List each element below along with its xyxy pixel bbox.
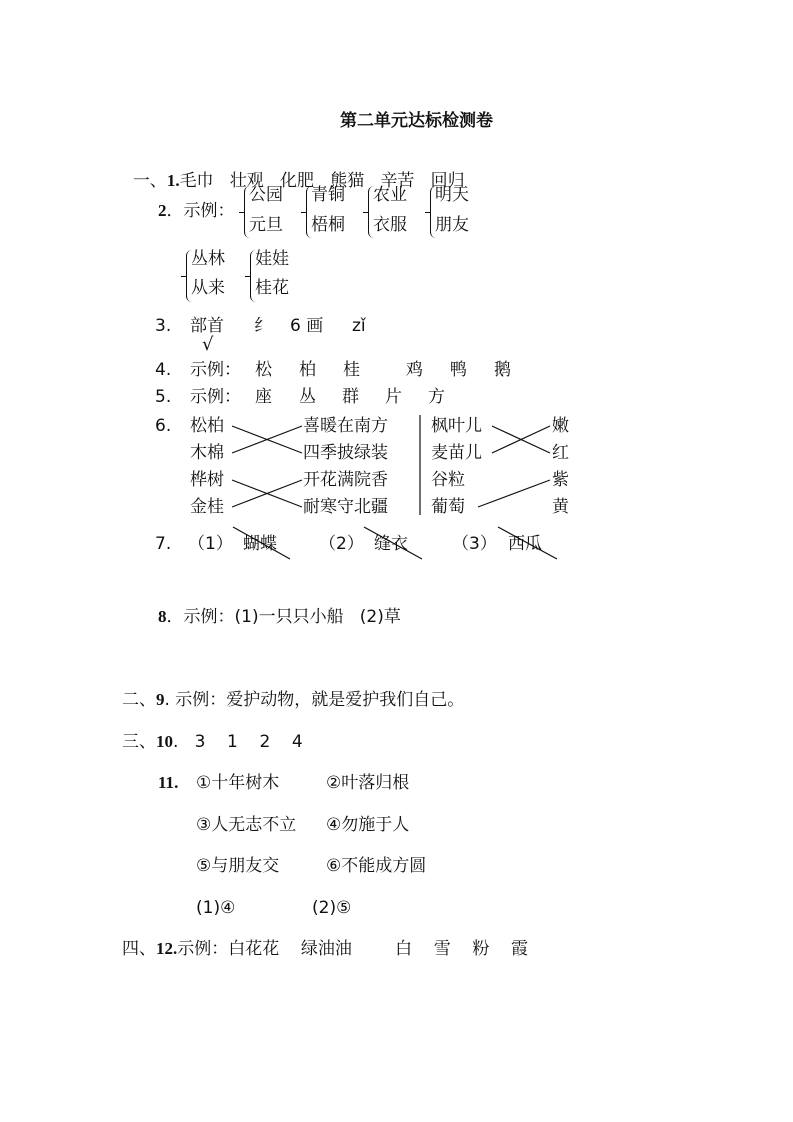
question-number-value: 11 (158, 773, 175, 792)
answer-word: 鸡 (406, 360, 423, 380)
question-number: 12. (156, 939, 178, 958)
question-number: 10 (156, 732, 173, 751)
answer-word: 纟 (254, 316, 271, 336)
question-number: 3. (155, 316, 172, 336)
answer-word: 6 画 (290, 316, 324, 336)
question-number: 9 (156, 690, 165, 709)
question-number: 1. (166, 171, 180, 190)
question-number: 2 (158, 201, 167, 220)
match-item: 开花满院香 (303, 470, 388, 490)
q2-label (158, 200, 235, 222)
example-label: 示例： (190, 360, 241, 380)
answer-word: 部首 (190, 316, 224, 336)
answer-word: 鸭 (450, 360, 467, 380)
match-item: 葡萄 (431, 497, 465, 517)
idiom-part: ①十年树木 (196, 773, 280, 793)
match-item: 桦树 (190, 470, 224, 490)
q8-line (158, 606, 401, 628)
idiom-part: ②叶落归根 (326, 773, 410, 793)
match-item: 喜暖在南方 (303, 416, 388, 436)
idiom-part: ④勿施于人 (326, 815, 410, 835)
idiom-part: ⑥不能成方圆 (326, 856, 427, 876)
question-number: 6. (155, 416, 172, 436)
answer-word: zǐ (352, 316, 366, 336)
match-item: 木棉 (190, 443, 224, 463)
answer-word: 方 (428, 387, 445, 407)
answer-word: 丛 (299, 387, 316, 407)
item-label: （3） (452, 534, 497, 554)
answer-word: 壮观 (229, 171, 264, 191)
match-item: 四季披绿装 (303, 443, 388, 463)
question-number: 8 (158, 607, 167, 626)
answer-word: 化肥 (280, 171, 314, 191)
answer-word: 辛苦 (380, 171, 415, 191)
item-label: （2） (319, 534, 364, 554)
pair-word: 衣服 (373, 215, 407, 235)
match-line (232, 480, 302, 507)
pair-word: 农业 (373, 185, 407, 205)
match-line (492, 426, 550, 453)
answer-text: . 3 1 2 4 (173, 732, 303, 752)
pair-word: 青铜 (311, 185, 345, 205)
match-item: 麦苗儿 (431, 443, 482, 463)
match-line (478, 480, 550, 507)
answer-word: 松 (255, 360, 272, 380)
answer-text: . 示例：爱护动物，就是爱护我们自己。 (164, 690, 465, 710)
answer-word: 座 (255, 387, 272, 407)
answer-word: 熊猫 (330, 171, 365, 191)
answer-word: 回归 (430, 171, 465, 191)
example-label: ．示例： (166, 201, 235, 221)
answer-word: 毛巾 (179, 171, 214, 191)
match-line (492, 426, 550, 453)
question-number: 4. (155, 360, 172, 380)
section-prefix: 四、 (122, 939, 156, 959)
pair-word: 桂花 (255, 278, 289, 298)
answer-text: 示例：白花花 绿油油 白 雪 粉 霞 (177, 939, 528, 959)
match-item: 金桂 (190, 497, 224, 517)
section-prefix: 三、 (122, 732, 156, 752)
question-number: 7. (155, 534, 172, 554)
pair-word: 从来 (191, 278, 225, 298)
answer-word: 群 (342, 387, 359, 407)
match-item: 枫叶儿 (431, 416, 482, 436)
match-item: 紫 (552, 470, 569, 490)
answer-text: (1)一只只小船 (2)草 (234, 607, 401, 627)
question-number: 11. (158, 773, 179, 792)
match-item: 耐寒守北疆 (303, 497, 388, 517)
pair-word: 朋友 (435, 215, 469, 235)
pair-word: 明天 (435, 185, 469, 205)
idiom-part: ③人无志不立 (196, 815, 297, 835)
pair-word: 元旦 (249, 215, 283, 235)
section-prefix: 一、 (132, 171, 167, 191)
answer-word: 桂 (343, 360, 360, 380)
page-title: 第二单元达标检测卷 (340, 111, 493, 131)
answer-word: 片 (385, 387, 402, 407)
struck-word: 西瓜 (508, 534, 542, 554)
example-label: ．示例： (166, 607, 235, 627)
match-item: 黄 (552, 497, 569, 517)
q12-line (122, 938, 528, 960)
q1-line (122, 148, 465, 192)
check-mark: √ (202, 334, 214, 355)
q10-line (122, 731, 303, 753)
match-line (232, 480, 302, 507)
answer-word: 鹅 (494, 360, 511, 380)
sub-answer: (1)④ (196, 898, 236, 918)
q9-line (122, 689, 464, 711)
item-label: （1） (188, 534, 233, 554)
pair-word: 梧桐 (311, 215, 345, 235)
match-item: 松柏 (190, 416, 224, 436)
idiom-part: ⑤与朋友交 (196, 856, 280, 876)
match-item: 嫩 (552, 416, 569, 436)
sub-answer: (2)⑤ (312, 898, 352, 918)
match-item: 谷粒 (431, 470, 465, 490)
answer-word: 柏 (299, 360, 316, 380)
pair-word: 娃娃 (255, 249, 289, 269)
pair-word: 公园 (249, 185, 283, 205)
struck-word: 蝴蝶 (243, 534, 277, 554)
match-line (232, 426, 302, 453)
question-number: 5. (155, 387, 172, 407)
pair-word: 丛林 (191, 249, 225, 269)
struck-word: 缝衣 (374, 534, 408, 554)
match-item: 红 (552, 443, 569, 463)
section-prefix: 二、 (122, 690, 156, 710)
match-line (232, 426, 302, 453)
example-label: 示例： (190, 387, 241, 407)
